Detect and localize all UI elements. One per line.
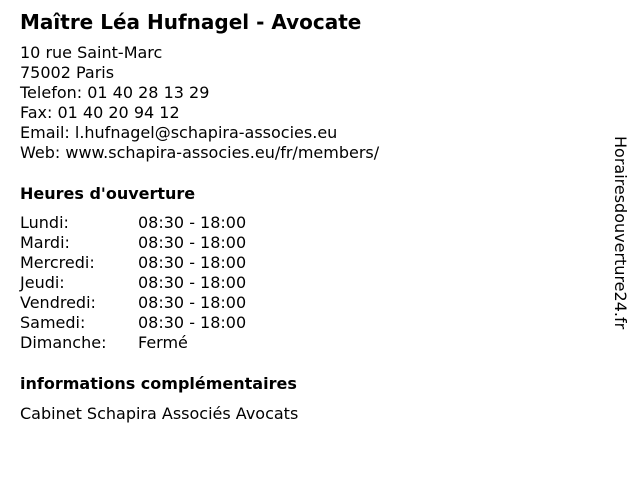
fax-number: Fax: 01 40 20 94 12 bbox=[20, 103, 180, 122]
street-address: 10 rue Saint-Marc bbox=[20, 43, 163, 62]
email-address: Email: l.hufnagel@schapira-associes.eu bbox=[20, 123, 338, 142]
hours-row bbox=[20, 253, 246, 273]
page-title: Maître Léa Hufnagel - Avocate bbox=[20, 10, 362, 34]
hours-heading: Heures d'ouverture bbox=[20, 184, 196, 203]
day-label: Jeudi: bbox=[20, 273, 65, 292]
phone-number: Telefon: 01 40 28 13 29 bbox=[20, 83, 210, 102]
hours-row bbox=[20, 273, 246, 293]
day-label: Vendredi: bbox=[20, 293, 96, 312]
hours-row bbox=[20, 313, 246, 333]
time-value: 08:30 - 18:00 bbox=[138, 233, 247, 252]
opening-hours-list bbox=[20, 213, 246, 353]
hours-row bbox=[20, 293, 246, 313]
time-value: Fermé bbox=[138, 333, 188, 352]
hours-row bbox=[20, 333, 246, 353]
day-label: Dimanche: bbox=[20, 333, 107, 352]
info-heading: informations complémentaires bbox=[20, 374, 297, 393]
hours-row bbox=[20, 233, 246, 253]
time-value: 08:30 - 18:00 bbox=[138, 253, 247, 272]
time-value: 08:30 - 18:00 bbox=[138, 273, 247, 292]
day-label: Samedi: bbox=[20, 313, 86, 332]
time-value: 08:30 - 18:00 bbox=[138, 313, 247, 332]
time-value: 08:30 - 18:00 bbox=[138, 213, 247, 232]
website-url: Web: www.schapira-associes.eu/fr/members/ bbox=[20, 143, 380, 162]
contact-block bbox=[20, 43, 379, 163]
city-postal: 75002 Paris bbox=[20, 63, 115, 82]
info-text: Cabinet Schapira Associés Avocats bbox=[20, 404, 299, 423]
hours-row bbox=[20, 213, 246, 233]
day-label: Mercredi: bbox=[20, 253, 95, 272]
site-watermark: Horairesdouverture24.fr bbox=[611, 136, 630, 330]
day-label: Lundi: bbox=[20, 213, 69, 232]
day-label: Mardi: bbox=[20, 233, 70, 252]
time-value: 08:30 - 18:00 bbox=[138, 293, 247, 312]
